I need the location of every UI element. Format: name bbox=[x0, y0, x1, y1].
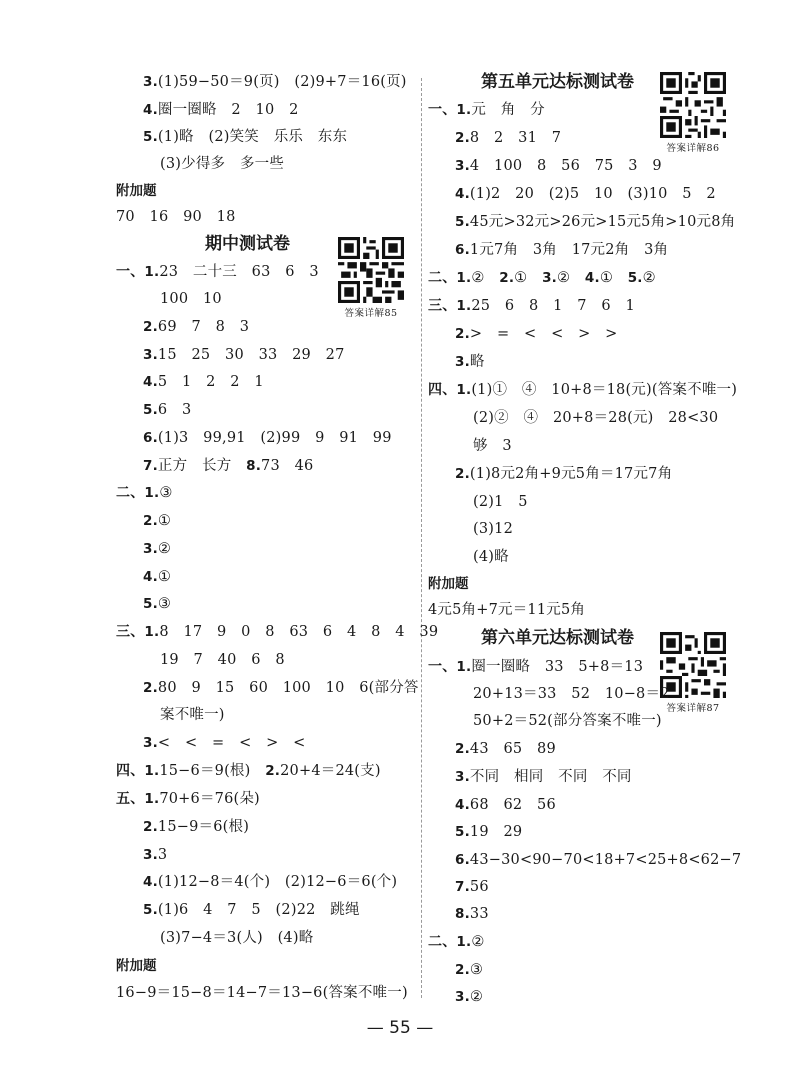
answer-line: 够 3 bbox=[473, 438, 512, 454]
answer-line: 7.正方 长方 8.73 46 bbox=[143, 458, 314, 474]
answer-line: 2.69 7 8 3 bbox=[143, 319, 250, 335]
answer-line: 四、1.(1)① ④ 10+8＝18(元)(答案不唯一) bbox=[428, 382, 738, 398]
answer-line: 5.19 29 bbox=[455, 824, 523, 840]
answer-line: 3.4 100 8 56 75 3 9 bbox=[455, 158, 662, 174]
answer-line: 3.< < = < > < bbox=[143, 735, 306, 751]
answer-line: 3.② bbox=[455, 989, 484, 1005]
answer-line: 2.15−9＝6(根) bbox=[143, 819, 250, 835]
answer-line: 二、1.② 2.① 3.② 4.① 5.② bbox=[428, 270, 656, 286]
answer-line: 4.(1)2 20 (2)5 10 (3)10 5 2 bbox=[455, 186, 716, 202]
answer-line: 6.(1)3 99,91 (2)99 9 91 99 bbox=[143, 430, 392, 446]
answer-line: 4.68 62 56 bbox=[455, 797, 556, 813]
answer-line: (3)少得多 多一些 bbox=[160, 156, 285, 172]
answer-line: 19 7 40 6 8 bbox=[160, 652, 285, 668]
answer-line: 3.(1)59−50＝9(页) (2)9+7＝16(页) bbox=[143, 74, 407, 90]
answer-line: (2)② ④ 20+8＝28(元) 28<30 bbox=[473, 410, 719, 426]
answer-line: 二、1.② bbox=[428, 934, 485, 950]
answer-line: 20+13＝33 52 10−8＝2 bbox=[473, 686, 670, 702]
bonus-label: 附加题 bbox=[116, 183, 157, 199]
answer-line: 3.不同 相同 不同 不同 bbox=[455, 769, 632, 785]
page-number: — 55 — bbox=[366, 1018, 434, 1038]
answer-line: 五、1.70+6＝76(朵) bbox=[116, 791, 260, 807]
bonus-answer: 4元5角+7元＝11元5角 bbox=[428, 602, 586, 618]
answer-line: 4.① bbox=[143, 569, 172, 585]
bonus-label: 附加题 bbox=[428, 576, 469, 592]
bonus-answer: 70 16 90 18 bbox=[116, 209, 236, 225]
answer-line: 一、1.圈一圈略 33 5+8＝13 bbox=[428, 659, 644, 675]
answer-line: 5.③ bbox=[143, 596, 172, 612]
qr-caption: 答案详解86 bbox=[666, 143, 720, 154]
section-title-unit5: 第五单元达标测试卷 bbox=[481, 72, 634, 92]
answer-line: 5.6 3 bbox=[143, 402, 192, 418]
answer-line: 3.略 bbox=[455, 354, 485, 370]
answer-line: 2.80 9 15 60 100 10 6(部分答 bbox=[143, 680, 419, 696]
section-title-midterm: 期中测试卷 bbox=[205, 234, 290, 254]
answer-line: 三、1.8 17 9 0 8 63 6 4 8 4 39 bbox=[116, 624, 439, 640]
answer-line: 4.5 1 2 2 1 bbox=[143, 374, 264, 390]
answer-line: 三、1.25 6 8 1 7 6 1 bbox=[428, 298, 635, 314]
qr-code-icon bbox=[660, 632, 726, 698]
answer-line: 7.56 bbox=[455, 879, 489, 895]
answer-line: 6.1元7角 3角 17元2角 3角 bbox=[455, 242, 669, 258]
qr-caption: 答案详解87 bbox=[666, 703, 720, 714]
answer-line: 5.45元>32元>26元>15元5角>10元8角 bbox=[455, 214, 736, 230]
answer-line: 2.③ bbox=[455, 962, 484, 978]
answer-line: (4)略 bbox=[473, 549, 509, 565]
answer-line: 2.① bbox=[143, 513, 172, 529]
answer-line: 一、1.23 二十三 63 6 3 bbox=[116, 264, 319, 280]
answer-line: 案不唯一) bbox=[160, 707, 225, 723]
answer-line: 3.15 25 30 33 29 27 bbox=[143, 347, 345, 363]
answer-line: 2.> = < < > > bbox=[455, 326, 618, 342]
answer-line: 3.② bbox=[143, 541, 172, 557]
answer-line: 4.圈一圈略 2 10 2 bbox=[143, 102, 299, 118]
bonus-label: 附加题 bbox=[116, 958, 157, 974]
answer-line: (2)1 5 bbox=[473, 494, 528, 510]
answer-line: 3.3 bbox=[143, 847, 168, 863]
section-title-unit6: 第六单元达标测试卷 bbox=[481, 628, 634, 648]
qr-caption: 答案详解85 bbox=[344, 308, 398, 319]
qr-code-unit5 bbox=[658, 72, 728, 154]
answer-line: 2.8 2 31 7 bbox=[455, 130, 562, 146]
bonus-answer: 16−9＝15−8＝14−7＝13−6(答案不唯一) bbox=[116, 985, 408, 1001]
column-divider bbox=[421, 78, 422, 998]
answer-line: 二、1.③ bbox=[116, 485, 173, 501]
answer-line: 8.33 bbox=[455, 906, 489, 922]
answer-line: 5.(1)略 (2)笑笑 乐乐 东东 bbox=[143, 129, 348, 145]
answer-line: (3)7−4＝3(人) (4)略 bbox=[160, 930, 314, 946]
answer-line: 一、1.元 角 分 bbox=[428, 102, 545, 118]
answer-line: 50+2＝52(部分答案不唯一) bbox=[473, 713, 662, 729]
answer-line: 100 10 bbox=[160, 291, 222, 307]
answer-line: (3)12 bbox=[473, 521, 513, 537]
answer-line: 2.(1)8元2角+9元5角＝17元7角 bbox=[455, 466, 673, 482]
qr-code-midterm bbox=[336, 237, 406, 319]
answer-line: 四、1.15−6＝9(根) 2.20+4＝24(支) bbox=[116, 763, 381, 779]
answer-line: 4.(1)12−8＝4(个) (2)12−6＝6(个) bbox=[143, 874, 398, 890]
qr-code-icon bbox=[660, 72, 726, 138]
answer-line: 6.43−30<90−70<18+7<25+8<62−7 bbox=[455, 852, 742, 868]
answer-line: 2.43 65 89 bbox=[455, 741, 556, 757]
answer-line: 5.(1)6 4 7 5 (2)22 跳绳 bbox=[143, 902, 360, 918]
qr-code-icon bbox=[338, 237, 404, 303]
